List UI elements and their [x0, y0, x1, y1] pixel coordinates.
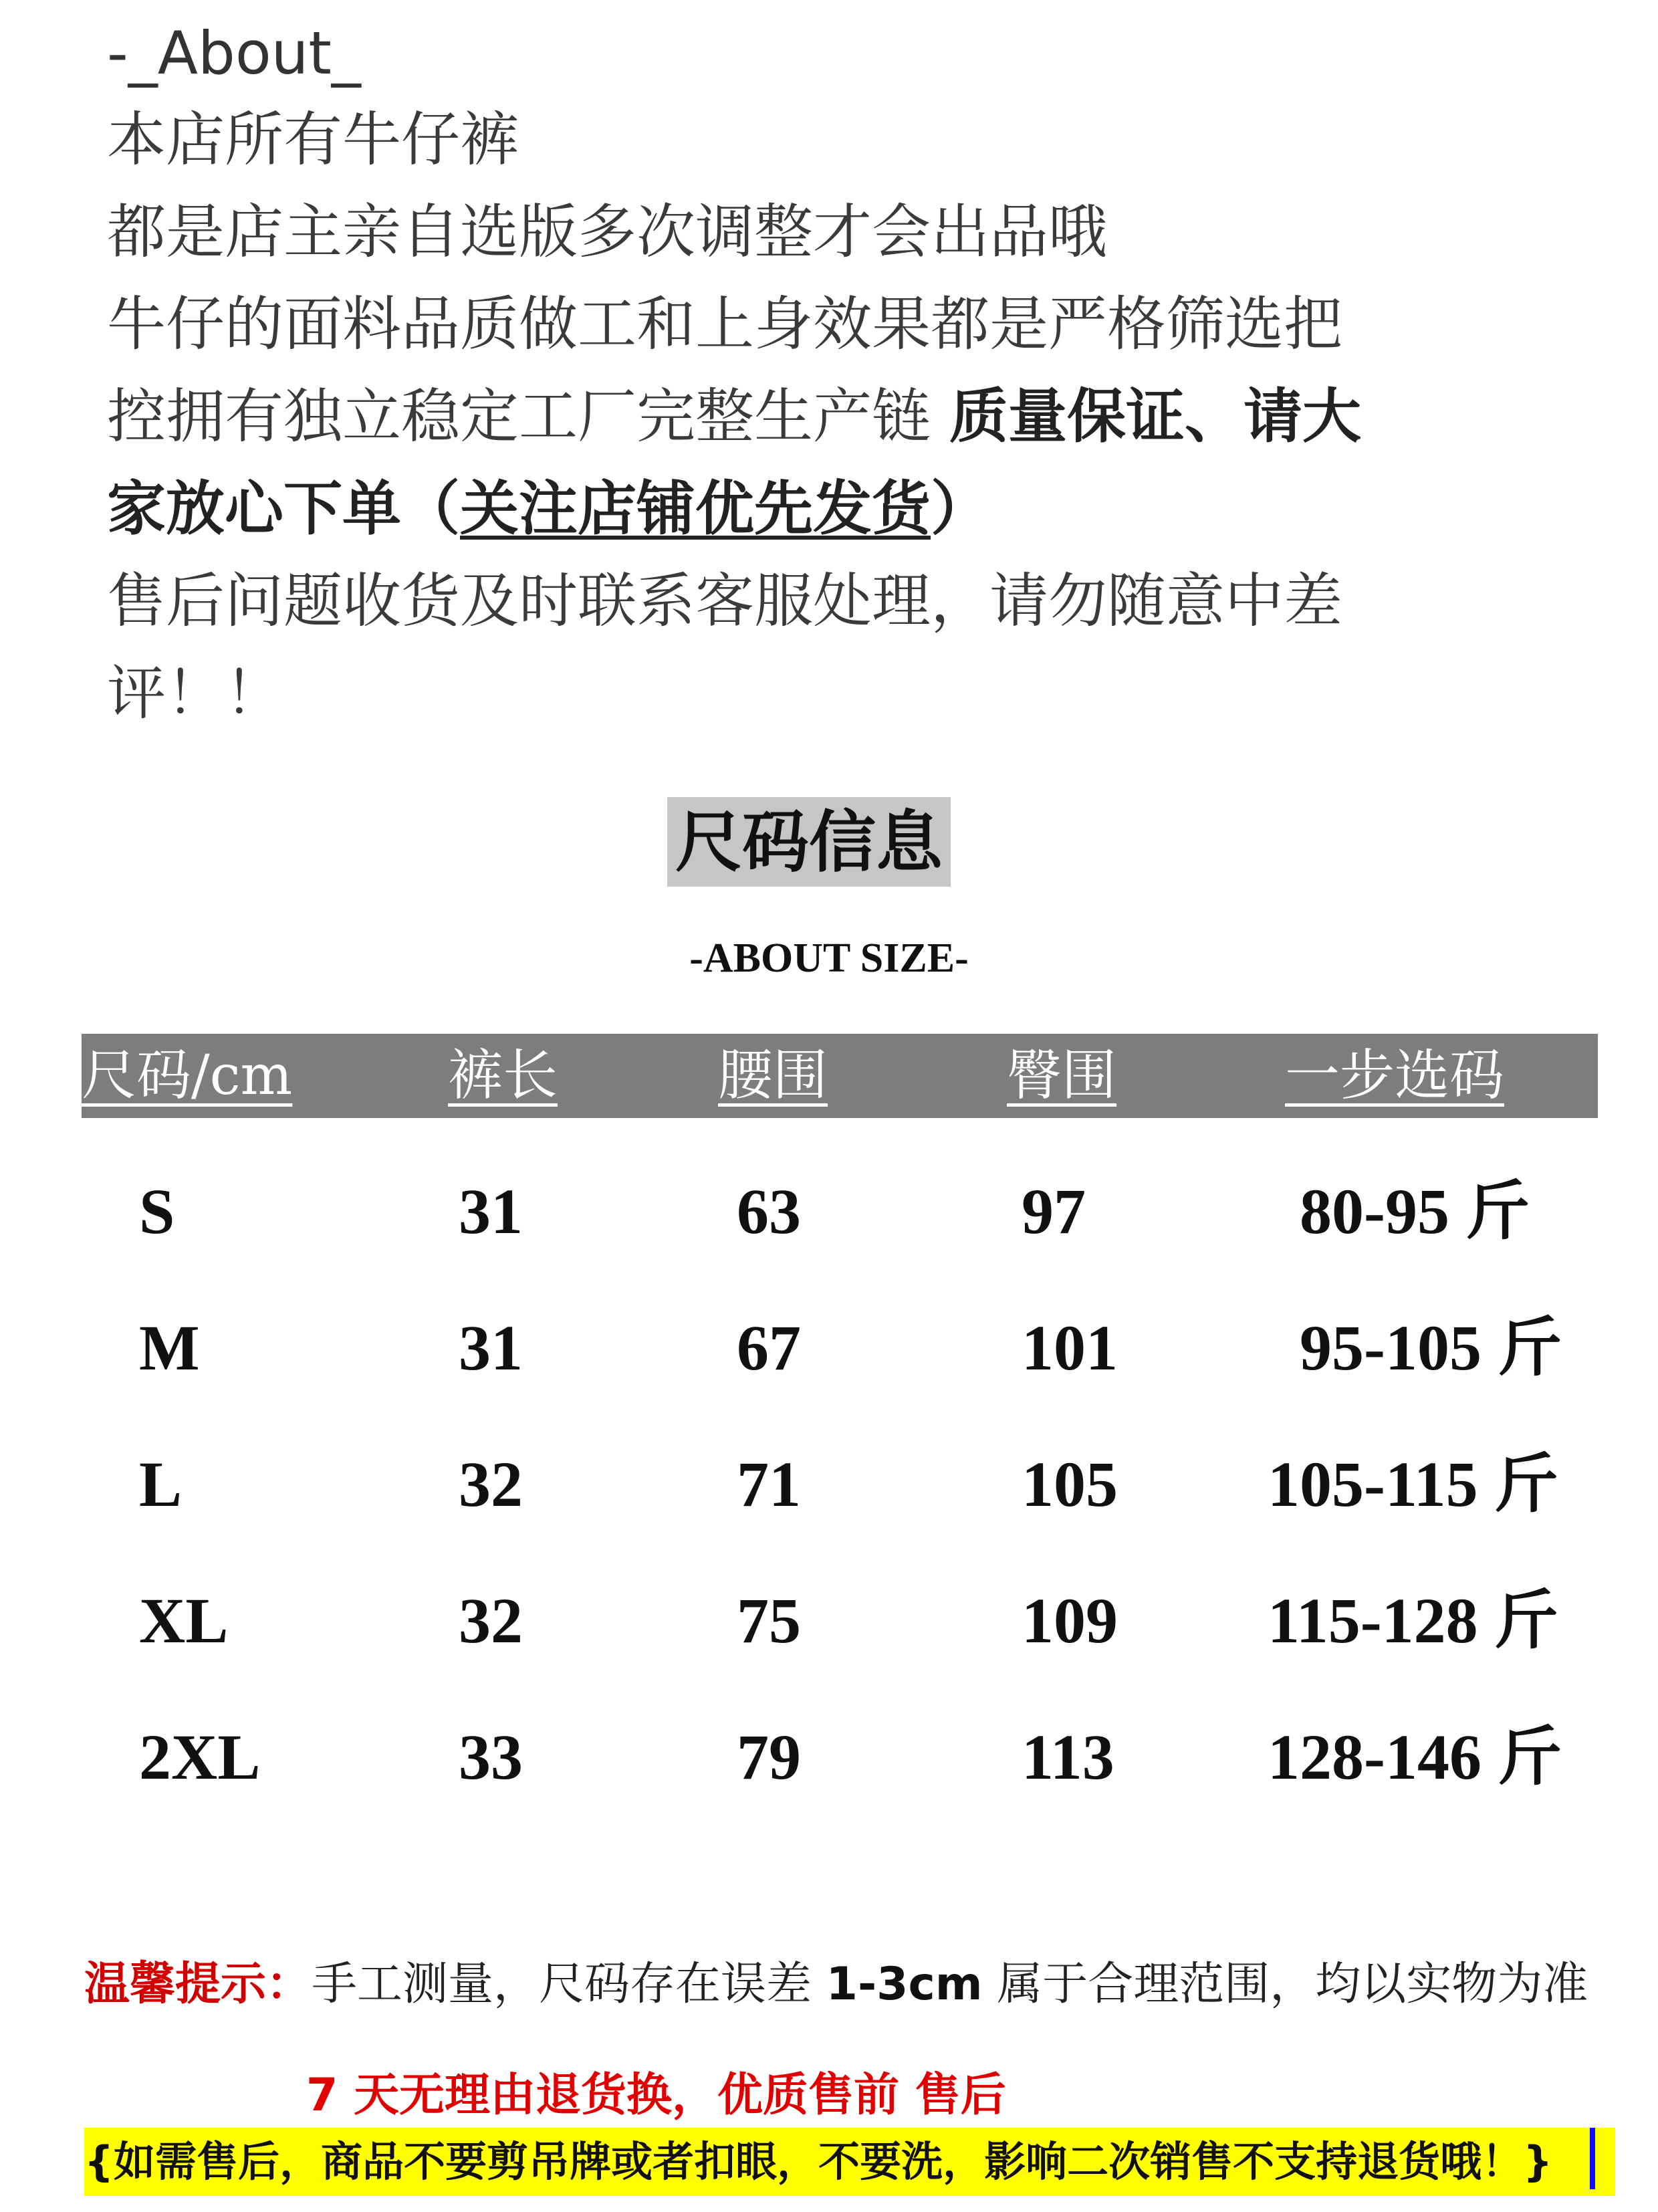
table-row [0, 1145, 1658, 1279]
about-section [107, 13, 1578, 740]
about-line-7: 评！！ [107, 659, 284, 728]
cell-weight: 80-95 斤 [1300, 1176, 1530, 1247]
header-recommend: 一步选码 [1285, 1044, 1505, 1107]
cell-size: 2XL [139, 1721, 261, 1793]
follow-store-link: 关注店铺优先发货 [460, 474, 931, 543]
cell-hip: 101 [1022, 1312, 1118, 1384]
cell-weight: 128-146 斤 [1268, 1721, 1562, 1793]
text-cursor [1590, 2128, 1595, 2189]
about-line-2: 都是店主亲自选版多次调整才会出品哦 [107, 197, 1108, 266]
cell-hip: 109 [1022, 1585, 1118, 1656]
size-subtitle: -ABOUT SIZE- [689, 935, 969, 981]
about-line-4-bold: 质量保证、请大 [949, 382, 1362, 451]
cell-size: XL [139, 1585, 229, 1656]
about-line-6: 售后问题收货及时联系客服处理，请勿随意中差 [107, 566, 1343, 635]
cell-hip: 113 [1022, 1721, 1114, 1793]
about-title: -_About_ [107, 19, 361, 88]
measurement-tip [84, 1951, 1622, 2018]
about-line-5-bold-start: 家放心下单（ [107, 474, 461, 543]
cell-weight: 105-115 斤 [1268, 1448, 1558, 1520]
returns-policy: 7 天无理由退货换，优质售前 售后 [306, 2069, 1006, 2122]
tip-text-before: 手工测量，尺码存在误差 [312, 1958, 826, 2011]
cell-size: M [139, 1312, 200, 1384]
cell-length: 32 [459, 1585, 523, 1656]
cell-size: L [139, 1448, 183, 1520]
cell-waist: 67 [737, 1312, 801, 1384]
about-line-3: 牛仔的面料品质做工和上身效果都是严格筛选把 [107, 290, 1343, 358]
cell-waist: 71 [737, 1448, 801, 1520]
header-size: 尺码/cm [82, 1044, 293, 1107]
cell-length: 33 [459, 1721, 523, 1793]
about-line-4-text: 控拥有独立稳定工厂完整生产链 [107, 382, 931, 451]
tip-emphasis: 1-3cm [826, 1958, 983, 2011]
cell-weight: 115-128 斤 [1268, 1585, 1558, 1656]
tip-label: 温馨提示： [84, 1958, 312, 2011]
header-waist: 腰围 [718, 1044, 828, 1107]
cell-waist: 79 [737, 1721, 801, 1793]
tip-text-after: 属于合理范围，均以实物为准 [982, 1958, 1588, 2011]
about-line-5-bold-end: ） [931, 474, 990, 543]
table-row [0, 1554, 1658, 1688]
cell-waist: 63 [737, 1176, 801, 1247]
cell-size: S [139, 1176, 175, 1247]
size-title: 尺码信息 [675, 802, 943, 881]
cell-waist: 75 [737, 1585, 801, 1656]
cell-hip: 97 [1022, 1176, 1086, 1247]
about-line-5 [107, 463, 1578, 555]
cell-weight: 95-105 斤 [1300, 1312, 1562, 1384]
cell-hip: 105 [1022, 1448, 1118, 1520]
about-line-1: 本店所有牛仔裤 [107, 105, 519, 174]
cell-length: 31 [459, 1176, 523, 1247]
table-row [0, 1690, 1658, 1824]
cell-length: 32 [459, 1448, 523, 1520]
about-line-4 [107, 370, 1578, 463]
header-hip: 臀围 [1007, 1044, 1117, 1107]
size-title-box [667, 797, 951, 887]
cell-length: 31 [459, 1312, 523, 1384]
table-row [0, 1418, 1658, 1551]
table-row [0, 1281, 1658, 1415]
after-sales-notice: {如需售后，商品不要剪吊牌或者扣眼，不要洗，影响二次销售不支持退货哦！} [84, 2128, 1615, 2196]
size-table-header [82, 1034, 1598, 1118]
header-length: 裤长 [448, 1044, 558, 1107]
